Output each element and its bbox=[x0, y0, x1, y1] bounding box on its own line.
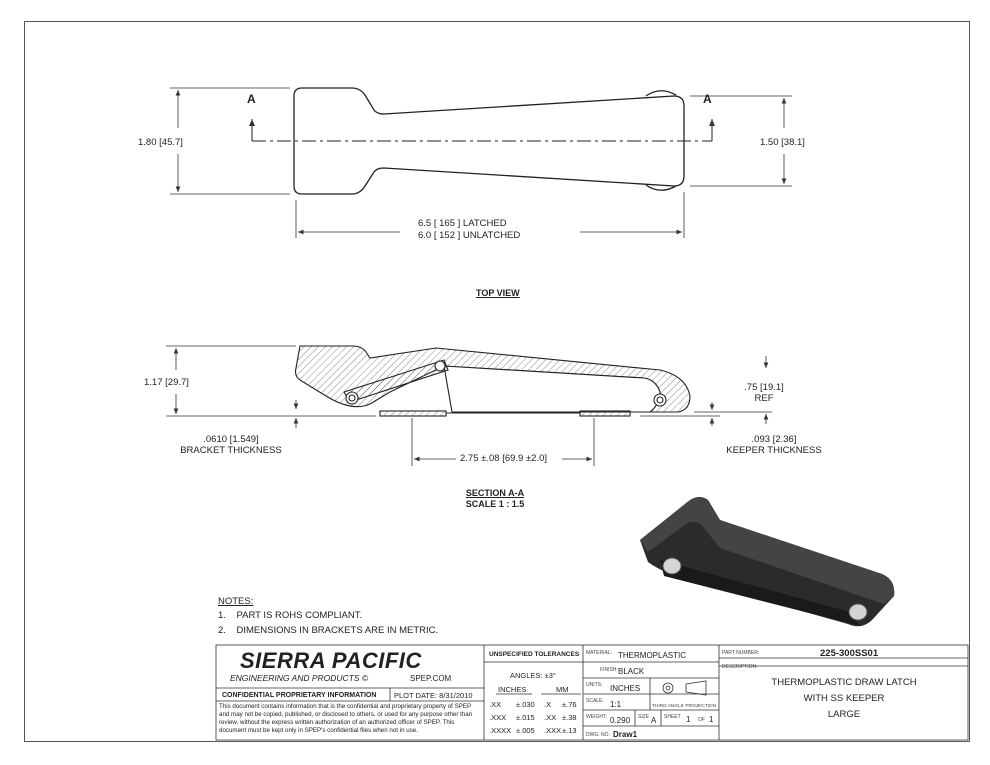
section-view-outline bbox=[296, 346, 691, 416]
section-view-scale: SCALE 1 : 1.5 bbox=[465, 499, 525, 509]
note-item: 2. DIMENSIONS IN BRACKETS ARE IN METRIC. bbox=[218, 625, 439, 636]
sheet-total: 1 bbox=[709, 715, 714, 724]
scale-label: SCALE: bbox=[586, 698, 604, 704]
tolerance-angles: ANGLES: ±3° bbox=[510, 671, 556, 680]
tol-row: .XX bbox=[489, 700, 502, 709]
description-line-2: WITH SS KEEPER bbox=[803, 693, 885, 704]
tol-inches-label: INCHES bbox=[498, 685, 527, 694]
units-label: UNITS: bbox=[586, 682, 603, 688]
dim-ref: .75 [19.1] REF bbox=[744, 382, 784, 404]
dwg-no-label: DWG. NO. bbox=[586, 732, 610, 738]
tol-row-mm-tol: ±.76 bbox=[562, 700, 577, 709]
dim-span: 2.75 ±.08 [69.9 ±2.0] bbox=[460, 453, 548, 464]
tol-row-mm-fmt: .XX bbox=[544, 713, 557, 722]
size-label: SIZE bbox=[638, 714, 650, 720]
tol-row-mm-tol: ±.13 bbox=[562, 726, 577, 735]
tol-row: .XXXX bbox=[489, 726, 512, 735]
dim-top-height-right: 1.50 [38.1] bbox=[760, 137, 805, 148]
tol-row-mm-tol: ±.38 bbox=[562, 713, 577, 722]
description-line-3: LARGE bbox=[827, 709, 861, 720]
tol-mm-label: MM bbox=[556, 685, 569, 694]
dim-length-unlatched: 6.0 [ 152 ] UNLATCHED bbox=[418, 230, 521, 241]
company-subtitle: ENGINEERING AND PRODUCTS © bbox=[230, 673, 369, 683]
top-view-title: TOP VIEW bbox=[476, 288, 520, 298]
tol-row-in-tol: ±.030 bbox=[516, 700, 535, 709]
tol-row-in-tol: ±.015 bbox=[516, 713, 535, 722]
weight-label: WEIGHT: bbox=[586, 714, 607, 720]
of-label: OF bbox=[698, 717, 705, 723]
material-label: MATERIAL: bbox=[586, 650, 613, 656]
company-website: SPEP.COM bbox=[410, 674, 452, 683]
dim-keeper-thickness: .093 [2.36] KEEPER THICKNESS bbox=[726, 434, 822, 456]
tol-row-mm-fmt: .XXX bbox=[544, 726, 562, 735]
section-view-title: SECTION A-A bbox=[465, 488, 525, 498]
sheet-value: 1 bbox=[686, 715, 691, 724]
confidential-notice: This document contains information that is the confidential and proprietary property of SPEP and may not be copied, published, or disclosed to others, or used for any purpose other than review, without the express written authorization of an authorized officer of SPEP. This document must be kept only in SPEP's confidential files when not in use. bbox=[219, 703, 473, 734]
projection-label: THIRD ANGLE PROJECTION bbox=[652, 704, 717, 709]
units-value: INCHES bbox=[610, 684, 641, 693]
dim-bracket-thickness: .0610 [1.549] BRACKET THICKNESS bbox=[180, 434, 282, 456]
dim-length-latched: 6.5 [ 165 ] LATCHED bbox=[418, 218, 507, 229]
tolerances-heading: UNSPECIFIED TOLERANCES bbox=[489, 651, 580, 658]
part-number-value: 225-300SS01 bbox=[820, 648, 879, 659]
scale-value: 1:1 bbox=[610, 700, 622, 709]
finish-label: FINISH: bbox=[600, 667, 618, 673]
plot-date: PLOT DATE: 8/31/2010 bbox=[394, 691, 473, 700]
company-logo: SIERRA PACIFIC bbox=[240, 648, 422, 673]
dwg-no-value: Draw1 bbox=[613, 730, 638, 739]
description-label: DESCRIPTION: bbox=[722, 664, 758, 670]
notes-heading: NOTES: bbox=[218, 596, 254, 607]
finish-value: BLACK bbox=[618, 667, 645, 676]
tol-row: .XXX bbox=[489, 713, 507, 722]
tol-row-in-tol: ±.005 bbox=[516, 726, 535, 735]
note-item: 1. PART IS ROHS COMPLIANT. bbox=[218, 610, 363, 621]
section-marker-right: A bbox=[703, 92, 712, 106]
material-value: THERMOPLASTIC bbox=[618, 651, 687, 660]
size-value: A bbox=[651, 716, 657, 725]
latch-3d-render bbox=[640, 497, 894, 626]
tol-row-mm-fmt: .X bbox=[544, 700, 552, 709]
dim-section-height: 1.17 [29.7] bbox=[144, 377, 189, 388]
dim-top-height-left: 1.80 [45.7] bbox=[138, 137, 183, 148]
section-marker-left: A bbox=[247, 92, 256, 106]
sheet-label: SHEET bbox=[664, 714, 681, 720]
weight-value: 0.290 bbox=[610, 716, 631, 725]
description-line-1: THERMOPLASTIC DRAW LATCH bbox=[771, 677, 917, 688]
confidential-heading: CONFIDENTIAL PROPRIETARY INFORMATION bbox=[222, 692, 377, 699]
part-number-label: PART NUMBER: bbox=[722, 650, 760, 656]
